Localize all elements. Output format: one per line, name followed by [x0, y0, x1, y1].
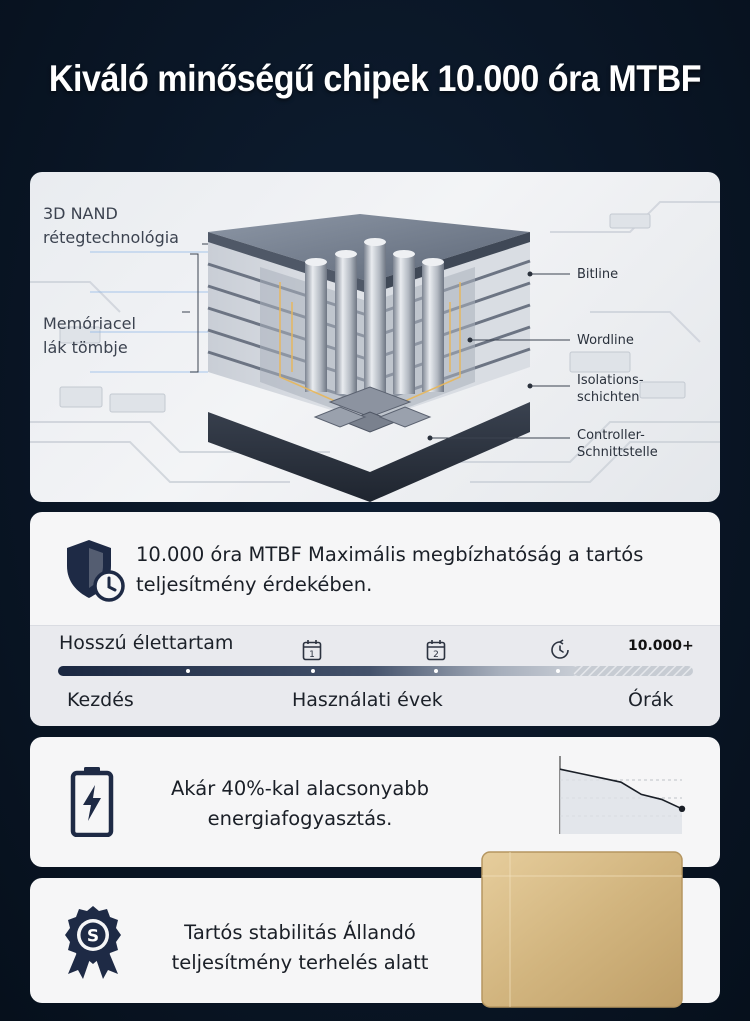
stability-description: Tartós stabilitás Állandó teljesítmény terhelés alatt [171, 921, 429, 974]
label-bitline: Bitline [577, 267, 619, 282]
energy-decline-chart [522, 752, 692, 842]
lifetime-progress-bar [58, 663, 698, 679]
gold-ssd-image [480, 850, 685, 1010]
timeline-start-label: Kezdés [67, 689, 134, 711]
battery-charging-icon [70, 765, 114, 837]
svg-text:1: 1 [309, 650, 315, 660]
page-headline: Kiváló minőségű chipek 10.000 óra MTBF [48, 58, 702, 99]
chart-end-point [679, 806, 685, 812]
timeline-value: 10.000+ [628, 638, 694, 654]
svg-text:S: S [86, 926, 100, 947]
timeline-middle-label: Használati évek [292, 689, 443, 711]
award-badge-icon [60, 904, 126, 980]
calendar-icon-2 [426, 639, 446, 661]
timeline-end-label: Órák [628, 689, 674, 711]
svg-text:2: 2 [433, 650, 439, 660]
calendar-icon-1 [302, 639, 322, 661]
timeline-title: Hosszú élettartam [59, 632, 234, 654]
clock-refresh-icon [548, 638, 572, 662]
nand-diagram-card [30, 172, 720, 502]
label-wordline: Wordline [577, 333, 634, 348]
label-controller-interface: Controller- Schnittstelle [577, 428, 658, 460]
label-isolation-layers: Isolations- schichten [577, 373, 644, 405]
label-memory-cell-array: Memóriacel lák tömbje [43, 314, 136, 357]
energy-card [30, 737, 720, 867]
shield-clock-icon [63, 536, 127, 604]
stability-card [30, 878, 720, 1003]
energy-description: Akár 40%-kal alacsonyabb energiafogyasztás. [170, 777, 430, 830]
mtbf-card [30, 512, 720, 726]
mtbf-description: 10.000 óra MTBF Maximális megbízhatóság a tartós teljesítmény érdekében. [136, 543, 644, 596]
chart-area [560, 769, 682, 834]
label-3d-nand: 3D NAND rétegtechnológia [43, 204, 179, 247]
